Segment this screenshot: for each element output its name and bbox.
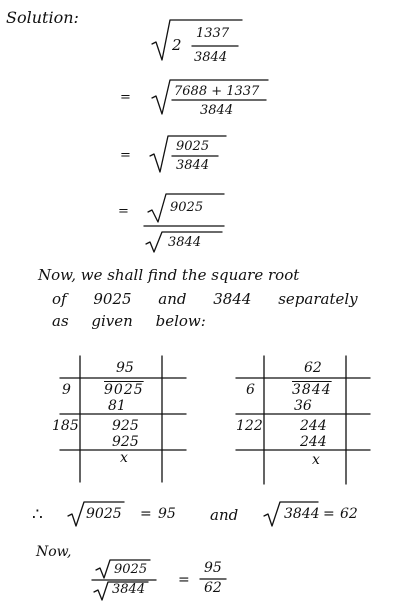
result-right-radicand: 3844 — [284, 506, 320, 522]
final-numerator-radicand: 9025 — [114, 562, 148, 577]
right-remainder-1: 244 — [300, 418, 327, 434]
step2-equals: = — [120, 90, 131, 105]
right-divisor-1: 6 — [246, 382, 255, 398]
left-dividend: 9025 — [104, 382, 144, 398]
left-sub-1: 81 — [108, 398, 126, 414]
step4-denominator: 3844 — [168, 235, 202, 250]
final-denominator: 62 — [204, 580, 222, 596]
right-sub-1: 36 — [294, 398, 312, 414]
final-equals: = — [178, 572, 190, 588]
right-divisor-2: 122 — [236, 418, 263, 434]
right-dividend: 3844 — [292, 382, 332, 398]
step1-numerator: 1337 — [196, 26, 230, 41]
result-equals-2: = — [323, 506, 335, 522]
left-remainder-1: 925 — [112, 418, 139, 434]
step2-denominator: 3844 — [200, 103, 234, 118]
right-quotient: 62 — [304, 360, 322, 376]
final-now: Now, — [36, 544, 72, 560]
intro-line-3: as given below: — [52, 312, 206, 330]
right-end-mark: x — [312, 452, 320, 468]
step2-numerator: 7688 + 1337 — [174, 84, 260, 99]
step4-equals: = — [118, 204, 129, 219]
intro-line-1: Now, we shall find the square root — [38, 266, 300, 284]
step1-whole: 2 — [172, 36, 182, 54]
solution-heading: Solution: — [6, 8, 79, 27]
result-left-radicand: 9025 — [86, 506, 122, 522]
step3-denominator: 3844 — [176, 158, 210, 173]
step1-denominator: 3844 — [194, 50, 228, 65]
result-right-value: 62 — [340, 506, 358, 522]
final-numerator: 95 — [204, 560, 222, 576]
therefore-symbol: ∴ — [32, 505, 43, 525]
step3-numerator: 9025 — [176, 139, 210, 154]
final-denominator-radicand: 3844 — [112, 582, 146, 597]
left-sub-2: 925 — [112, 434, 139, 450]
result-left-value: 95 — [158, 506, 176, 522]
left-divisor-1: 9 — [62, 382, 71, 398]
step3-equals: = — [120, 148, 131, 163]
step4-numerator: 9025 — [170, 200, 204, 215]
result-equals-1: = — [140, 506, 152, 522]
left-end-mark: x — [120, 450, 128, 466]
intro-line-2: of 9025 and 3844 separately — [52, 290, 358, 308]
left-divisor-2: 185 — [52, 418, 79, 434]
right-sub-2: 244 — [300, 434, 327, 450]
result-and: and — [210, 506, 239, 524]
left-quotient: 95 — [116, 360, 134, 376]
